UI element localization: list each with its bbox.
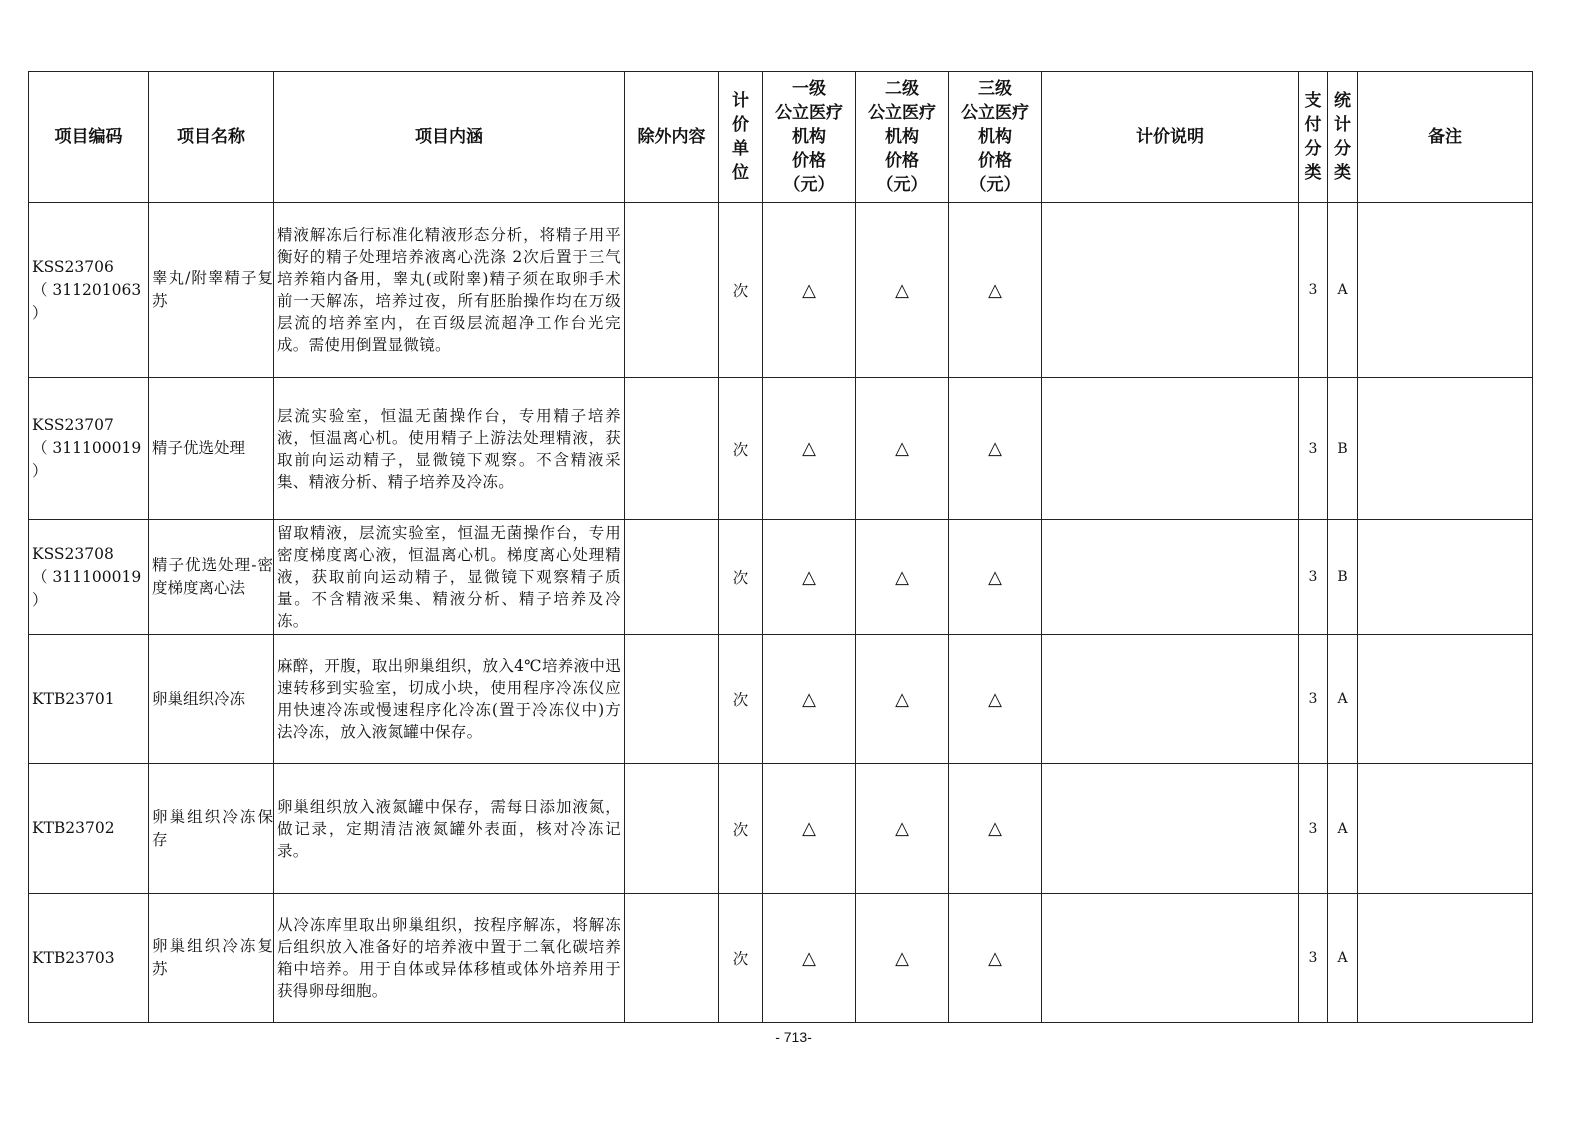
item-remark <box>1358 764 1533 894</box>
item-pricing-note <box>1042 764 1299 894</box>
item-code-line: KSS23707 <box>32 416 114 434</box>
item-content: 从冷冻库里取出卵巢组织，按程序解冻，将解冻后组织放入准备好的培养液中置于二氧化碳培养箱中培养。用于自体或异体移植或体外培养用于获得卵母细胞。 <box>274 894 625 1023</box>
item-remark <box>1358 894 1533 1023</box>
item-content: 麻醉，开腹，取出卵巢组织，放入4℃培养液中迅速转移到实验室，切成小块，使用程序冷冻仪应用快速冷冻或慢速程序化冷冻(置于冷冻仪中)方法冷冻，放入液氮罐中保存。 <box>274 635 625 764</box>
item-payment-category: 3 <box>1299 378 1328 520</box>
item-name: 卵巢组织冷冻 <box>149 635 274 764</box>
table-row <box>29 894 1533 1023</box>
item-code <box>29 520 149 635</box>
item-pricing-note <box>1042 520 1299 635</box>
item-name: 精子优选处理-密度梯度离心法 <box>149 520 274 635</box>
price-table <box>28 71 1533 1023</box>
header-pricing-note: 计价说明 <box>1042 72 1299 203</box>
item-level3-price: △ <box>949 764 1042 894</box>
header-name: 项目名称 <box>149 72 274 203</box>
item-content: 层流实验室，恒温无菌操作台，专用精子培养液，恒温离心机。使用精子上游法处理精液，获取前向运动精子，显微镜下观察。不含精液采集、精液分析、精子培养及冷冻。 <box>274 378 625 520</box>
header-remark: 备注 <box>1358 72 1533 203</box>
item-level2-price: △ <box>856 894 949 1023</box>
item-level3-price: △ <box>949 635 1042 764</box>
item-stat-category: B <box>1328 520 1358 635</box>
table-body <box>29 203 1533 1023</box>
item-level3-price: △ <box>949 203 1042 378</box>
item-code <box>29 378 149 520</box>
item-code-line: KTB23701 <box>32 689 115 708</box>
header-level2-price: 二级 公立医疗 机构 价格 （元） <box>856 72 949 203</box>
table-row <box>29 203 1533 378</box>
item-excluded <box>625 378 719 520</box>
header-level1-price: 一级 公立医疗 机构 价格 （元） <box>763 72 856 203</box>
item-stat-category: A <box>1328 894 1358 1023</box>
item-name: 精子优选处理 <box>149 378 274 520</box>
item-payment-category: 3 <box>1299 635 1328 764</box>
item-excluded <box>625 635 719 764</box>
item-unit: 次 <box>719 894 763 1023</box>
item-code-line: ） <box>32 462 48 480</box>
item-level2-price: △ <box>856 764 949 894</box>
item-level3-price: △ <box>949 378 1042 520</box>
item-name: 卵巢组织冷冻保存 <box>149 764 274 894</box>
item-code-line: KTB23702 <box>32 819 115 837</box>
item-pricing-note <box>1042 894 1299 1023</box>
item-level1-price: △ <box>763 378 856 520</box>
item-unit: 次 <box>719 764 763 894</box>
item-payment-category: 3 <box>1299 520 1328 635</box>
item-level1-price: △ <box>763 894 856 1023</box>
table-row <box>29 764 1533 894</box>
item-remark <box>1358 378 1533 520</box>
item-code <box>29 203 149 378</box>
header-excluded: 除外内容 <box>625 72 719 203</box>
item-code <box>29 894 149 1023</box>
item-level2-price: △ <box>856 635 949 764</box>
item-pricing-note <box>1042 203 1299 378</box>
item-content: 卵巢组织放入液氮罐中保存，需每日添加液氮，做记录，定期清洁液氮罐外表面，核对冷冻记录。 <box>274 764 625 894</box>
item-code-line: ） <box>32 590 48 609</box>
item-code-line: ） <box>32 303 48 322</box>
header-stat-category: 统 计 分 类 <box>1328 72 1358 203</box>
item-payment-category: 3 <box>1299 764 1328 894</box>
item-unit: 次 <box>719 378 763 520</box>
item-name: 睾丸/附睾精子复苏 <box>149 203 274 378</box>
item-payment-category: 3 <box>1299 203 1328 378</box>
item-excluded <box>625 894 719 1023</box>
item-remark <box>1358 203 1533 378</box>
item-excluded <box>625 520 719 635</box>
item-level2-price: △ <box>856 378 949 520</box>
header-content: 项目内涵 <box>274 72 625 203</box>
header-payment-category: 支 付 分 类 <box>1299 72 1328 203</box>
table-row <box>29 378 1533 520</box>
item-level3-price: △ <box>949 894 1042 1023</box>
item-code-line: （ 311201063 <box>32 280 142 299</box>
item-payment-category: 3 <box>1299 894 1328 1023</box>
item-code-line: KSS23706 <box>32 257 114 276</box>
item-unit: 次 <box>719 203 763 378</box>
table-row <box>29 635 1533 764</box>
item-code <box>29 635 149 764</box>
item-level1-price: △ <box>763 520 856 635</box>
item-level1-price: △ <box>763 203 856 378</box>
item-unit: 次 <box>719 520 763 635</box>
item-stat-category: A <box>1328 635 1358 764</box>
item-level1-price: △ <box>763 635 856 764</box>
header-level3-price: 三级 公立医疗 机构 价格 （元） <box>949 72 1042 203</box>
item-excluded <box>625 764 719 894</box>
item-stat-category: B <box>1328 378 1358 520</box>
page-number: - 713- <box>775 1029 812 1045</box>
item-excluded <box>625 203 719 378</box>
item-pricing-note <box>1042 635 1299 764</box>
item-pricing-note <box>1042 378 1299 520</box>
item-name: 卵巢组织冷冻复苏 <box>149 894 274 1023</box>
item-content: 留取精液，层流实验室，恒温无菌操作台，专用密度梯度离心液，恒温离心机。梯度离心处理精液，获取前向运动精子，显微镜下观察精子质量。不含精液采集、精液分析、精子培养及冷冻。 <box>274 520 625 635</box>
item-code-line: （ 311100019 <box>32 567 142 586</box>
item-remark <box>1358 520 1533 635</box>
item-level2-price: △ <box>856 520 949 635</box>
item-code-line: KSS23708 <box>32 544 114 563</box>
item-code <box>29 764 149 894</box>
item-level3-price: △ <box>949 520 1042 635</box>
header-code: 项目编码 <box>29 72 149 203</box>
item-stat-category: A <box>1328 203 1358 378</box>
item-remark <box>1358 635 1533 764</box>
item-stat-category: A <box>1328 764 1358 894</box>
item-unit: 次 <box>719 635 763 764</box>
item-code-line: KTB23703 <box>32 948 115 967</box>
item-content: 精液解冻后行标准化精液形态分析，将精子用平衡好的精子处理培养液离心洗涤 2次后置于三气培养箱内备用，睾丸(或附睾)精子须在取卵手术前一天解冻，培养过夜，所有胚胎操作均在万级层流的培养室内，在百级层流超净工作台光完成。需使用倒置显微镜。 <box>274 203 625 378</box>
table-header <box>29 72 1533 203</box>
item-code-line: （ 311100019 <box>32 439 142 457</box>
table-row <box>29 520 1533 635</box>
item-level2-price: △ <box>856 203 949 378</box>
item-level1-price: △ <box>763 764 856 894</box>
header-unit: 计 价 单 位 <box>719 72 763 203</box>
